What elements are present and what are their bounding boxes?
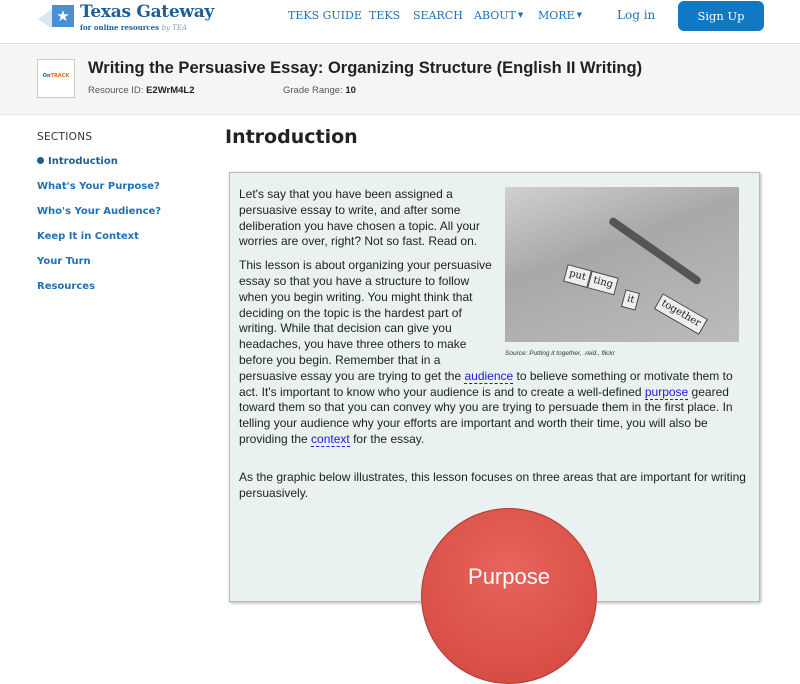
ontrack-logo: OnTRACK [37, 59, 75, 98]
grade-range: Grade Range: 10 [283, 85, 356, 96]
purpose-link[interactable]: purpose [644, 384, 689, 399]
nav-more[interactable]: MORE ▼ [538, 9, 582, 22]
audience-link[interactable]: audience [464, 368, 514, 383]
active-dot-icon [37, 157, 44, 164]
paragraph-3: As the graphic below illustrates, this lesson focuses on three areas that are important for writing persuasively. [239, 469, 746, 500]
purpose-graphic: Purpose [421, 508, 597, 684]
texas-gateway-logo[interactable] [38, 3, 228, 33]
tile: ting [587, 271, 619, 295]
resource-id: Resource ID: E2WrM4L2 [88, 85, 195, 96]
nav-teks[interactable]: TEKS [369, 9, 401, 22]
site-header [0, 0, 800, 44]
logo-title: Texas Gateway [80, 2, 214, 22]
section-introduction[interactable]: Introduction [37, 156, 118, 167]
image-caption: Source: Putting it together, .reid., flickr [505, 350, 615, 357]
nav-search[interactable]: SEARCH [413, 9, 463, 22]
context-link[interactable]: context [311, 431, 350, 446]
tile: put [563, 264, 592, 288]
star-icon: ★ [52, 5, 74, 27]
caret-down-icon: ▼ [576, 11, 582, 19]
sections-heading: SECTIONS [37, 131, 93, 143]
paragraph-2: This lesson is about organizing your persuasive essay so that you have a structure to follow when you begin writing. You might think that deciding on the topic is the hardest part of writing. While that decision can give you headaches, you have three others to make before you begin. Remember that in a persuasive essay you are trying to get the audience to believe something or motivate them to act. It's important to know who your audience is and to create a well-defined purpose geared toward them so that you can convey why you are trying to persuade them in the first place. In telling your audience why your efforts are important and worth their time, you will also be providing the context for the essay. [239, 258, 733, 446]
resource-title: Writing the Persuasive Essay: Organizing Structure (English II Writing) [88, 59, 643, 77]
signup-button[interactable]: Sign Up [678, 1, 764, 31]
section-resources[interactable]: Resources [37, 281, 96, 292]
paragraph-1: Let's say that you have been assigned a persuasive essay to write, and after some deliberation you have chosen a topic. All your worries are over, right? Not so fast. Read on. [239, 187, 480, 249]
tile: together [654, 293, 708, 334]
section-your-turn[interactable]: Your Turn [37, 256, 91, 267]
section-context[interactable]: Keep It in Context [37, 231, 139, 242]
logo-subtitle: for online resources by TEA [80, 23, 187, 32]
logo-arrow-icon [38, 9, 52, 29]
resource-header [0, 45, 800, 115]
nav-teks-guide[interactable]: TEKS GUIDE [288, 9, 362, 22]
section-heading: Introduction [225, 126, 358, 148]
putting-it-together-photo [505, 187, 739, 342]
figure [505, 187, 739, 358]
hex-key [608, 216, 703, 286]
caret-down-icon: ▼ [517, 11, 524, 19]
content-box [229, 172, 760, 602]
tile: it [621, 289, 640, 310]
section-audience[interactable]: Who's Your Audience? [37, 206, 162, 217]
section-purpose[interactable]: What's Your Purpose? [37, 181, 160, 192]
login-link[interactable]: Log in [617, 8, 656, 22]
nav-about[interactable]: ABOUT ▼ [474, 9, 524, 22]
